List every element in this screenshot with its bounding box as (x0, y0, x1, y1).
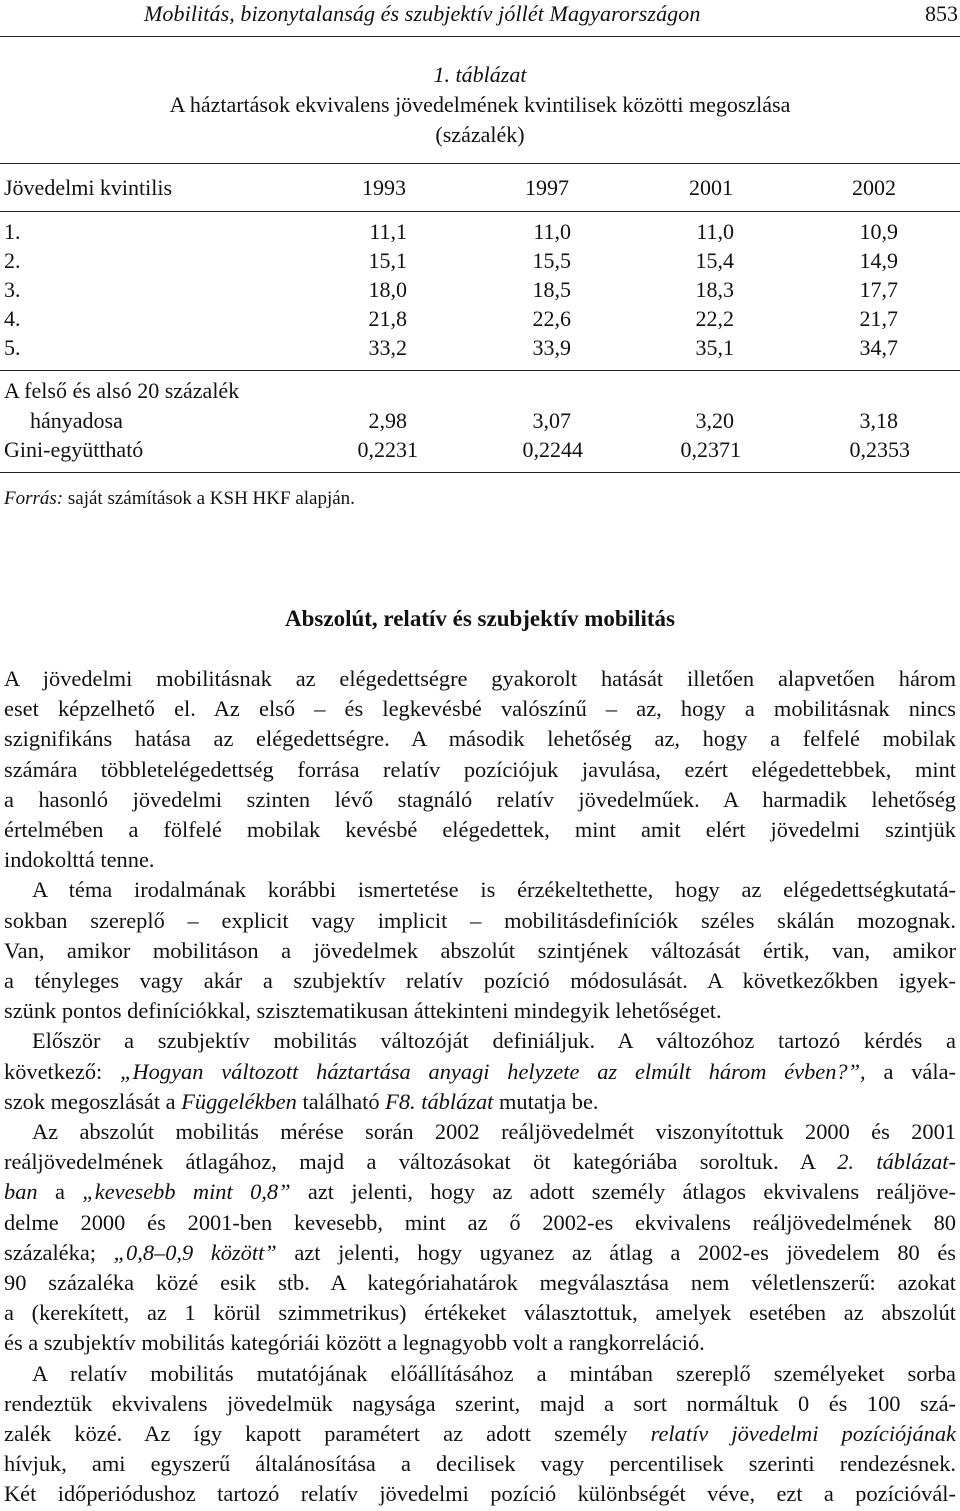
category-label: „0,8–0,9 között” (113, 1239, 277, 1265)
table-cell: 14,9 (859, 248, 898, 273)
column-header: 2002 (852, 175, 896, 200)
text-line: A téma irodalmának korábbi ismertetése is érzékeltethette, hogy az elégedettségkutatá- (32, 877, 956, 903)
table-cell: 10,9 (859, 219, 898, 244)
text-line: Először a szubjektív mobilitás változóját definiáljuk. A változóhoz tartozó kérdés a (32, 1028, 956, 1054)
text-line: a tényleges vagy akár a szubjektív relatív pozíció módosulását. A következőkben igyek- (4, 968, 956, 994)
text-line: számára többletelégedettség forrása relatív pozíciójuk javulása, ezért elégedettebbek, mint (4, 756, 956, 782)
row-label: 2. (4, 248, 21, 273)
row-label: 3. (4, 277, 21, 302)
table-cell: 35,1 (695, 335, 734, 360)
text-fragment: százaléka; (4, 1239, 96, 1265)
text-fragment: szok megoszlását a (4, 1088, 176, 1114)
text-line: 90 százaléka közé esik stb. A kategóriahatárok megválasztása nem véletlenszerű: azokat (4, 1270, 956, 1296)
text-line (4, 1419, 956, 1449)
table-cell: 34,7 (859, 335, 898, 360)
page-number: 853 (925, 1, 958, 26)
text-line: eset képzelhető el. Az első – és legkevésbé valószínű – az, hogy a mobilitásnak nincs (4, 696, 956, 722)
table-cell: 22,6 (532, 306, 571, 331)
source-label: Forrás: (4, 488, 64, 509)
body-text (4, 664, 956, 1510)
text-line: szünk pontos definíciókkal, szisztematikusan áttekinteni mindegyik lehetőséget. (4, 998, 722, 1024)
table-cell: 22,2 (695, 306, 734, 331)
table-row (0, 275, 960, 305)
column-header: 2001 (689, 175, 733, 200)
text-line: A relatív mobilitás mutatójának előállításához a mintában szereplő személyeket sorba (32, 1360, 956, 1386)
term: relatív jövedelmi pozíciójának (650, 1421, 956, 1447)
text-line: értelmében a fölfelé mobilak kevésbé elégedettek, mint amit elért jövedelmi szintjük (4, 817, 956, 843)
text-fragment: azt jelenti, hogy ugyanez az átlag a 2002-es jövedelem 80 és (294, 1239, 956, 1265)
table-cell: 11,0 (696, 219, 734, 244)
table-cell: 0,2231 (357, 437, 418, 462)
text-fragment: található (302, 1088, 380, 1114)
row-label: A felső és alsó 20 százalék (4, 378, 240, 403)
table-row (0, 376, 960, 406)
text-line: indokolttá tenne. (4, 847, 155, 873)
table-row (0, 246, 960, 276)
text-fragment: azt jelenti, hogy az adott személy átlagos ekvivalens reáljöve- (307, 1179, 956, 1205)
row-label: hányadosa (30, 408, 123, 433)
table-ref: F8. táblázat (385, 1088, 494, 1114)
table-bottom-rule (0, 472, 960, 473)
text-line: Két időperiódushoz tartozó relatív jövedelmi pozíció különbségét véve, ezt a pozícióvál- (4, 1481, 956, 1507)
table-cell: 11,0 (533, 219, 571, 244)
text-fragment: reáljövedelmének átlagához, majd a változásokat öt kategóriába soroltuk. A (4, 1149, 815, 1175)
table-row (0, 435, 960, 465)
table-cell: 0,2371 (680, 437, 741, 462)
table-ref: ban (4, 1179, 38, 1205)
text-line: rendeztük ekvivalens jövedelmük nagysága szerint, majd a sort normáltuk 0 és 100 szá- (4, 1390, 956, 1416)
table-cell: 18,3 (695, 277, 734, 302)
table-middle-rule (0, 370, 960, 371)
text-line: sokban szereplő – explicit vagy implicit – mobilitásdefiníciók széles skálán mozognak. (4, 907, 956, 933)
table-cell: 33,2 (368, 335, 407, 360)
table-row (0, 406, 960, 436)
table-cell: 0,2353 (849, 437, 910, 462)
text-fragment: a vála- (883, 1058, 956, 1084)
table-cell: 15,4 (695, 248, 734, 273)
table-top-rule (0, 163, 960, 164)
text-line (4, 1238, 956, 1268)
text-line (4, 1147, 956, 1177)
appendix-ref: Függelékben (181, 1088, 297, 1114)
text-fragment: zalék közé. Az így kapott paramétert az adott személy (4, 1421, 628, 1447)
text-line: hívjuk, ami egyszerű általánosítása a decilisek vagy percentilisek szerinti rendezésnek. (4, 1451, 956, 1477)
table-cell: 21,8 (368, 306, 407, 331)
section-heading: Abszolút, relatív és szubjektív mobilitás (285, 606, 675, 631)
table-row (0, 304, 960, 334)
row-label: 4. (4, 306, 21, 331)
category-label: „kevesebb mint 0,8” (82, 1179, 291, 1205)
running-title: Mobilitás, bizonytalanság és szubjektív jóllét Magyarországon (144, 1, 701, 26)
text-line: delme 2000 és 2001-ben kevesebb, mint az ő 2002-es ekvivalens reáljövedelmének 80 (4, 1209, 956, 1235)
table-cell: 15,1 (368, 248, 407, 273)
table-cell: 3,07 (532, 408, 571, 433)
text-fragment: a (54, 1179, 65, 1205)
text-line (4, 1057, 956, 1087)
table-header-row (0, 173, 960, 203)
source-text: saját számítások a KSH HKF alapján. (67, 488, 355, 509)
text-line: a (kerekített, az 1 körül szimmetrikus) értékeket választottuk, amelyek esetében az abszolút (4, 1300, 956, 1326)
table-cell: 15,5 (532, 248, 571, 273)
table-title: A háztartások ekvivalens jövedelmének kvintilisek közötti megoszlása (169, 92, 791, 117)
text-line (4, 1087, 956, 1117)
table-unit: (százalék) (435, 122, 525, 147)
text-fragment: következő: (4, 1058, 103, 1084)
table-cell: 33,9 (532, 335, 571, 360)
text-line: a hasonló jövedelmi szinten lévő stagnáló relatív jövedelműek. A harmadik lehetőség (4, 786, 956, 812)
table-cell: 18,0 (368, 277, 407, 302)
row-label: Gini-együttható (4, 437, 144, 462)
table-cell: 3,20 (695, 408, 734, 433)
table-row (0, 217, 960, 247)
column-header: 1997 (525, 175, 569, 200)
text-line: Van, amikor mobilitáson a jövedelmek abszolút szintjének változását értik, van, amikor (4, 937, 956, 963)
row-label: 5. (4, 335, 21, 360)
table-cell: 17,7 (859, 277, 898, 302)
running-header (0, 0, 960, 37)
survey-question: „Hogyan változott háztartása anyagi helyzete az elmúlt három évben?”, (120, 1058, 866, 1084)
text-line (4, 1177, 956, 1207)
text-line: szignifikáns hatása az elégedettségre. A második lehetőség az, hogy a felfelé mobilak (4, 726, 956, 752)
table-row (0, 333, 960, 363)
row-label: 1. (4, 219, 21, 244)
table-source (4, 485, 355, 513)
column-header: Jövedelmi kvintilis (4, 175, 173, 200)
table-cell: 2,98 (368, 408, 407, 433)
table-cell: 11,1 (369, 219, 407, 244)
table-cell: 0,2244 (522, 437, 583, 462)
text-line: A jövedelmi mobilitásnak az elégedettségre gyakorolt hatását illetően alapvetően három (4, 666, 956, 691)
column-header: 1993 (362, 175, 406, 200)
text-fragment: mutatja be. (499, 1088, 599, 1114)
table-cell: 3,18 (859, 408, 898, 433)
table-ref: 2. táblázat- (837, 1149, 956, 1175)
table-number: 1. táblázat (433, 62, 527, 87)
table-cell: 18,5 (532, 277, 571, 302)
table-cell: 21,7 (859, 306, 898, 331)
text-line: és a szubjektív mobilitás kategóriái között a legnagyobb volt a rangkorreláció. (4, 1330, 705, 1356)
table-header-rule (0, 211, 960, 212)
text-line: Az abszolút mobilitás mérése során 2002 reáljövedelmét viszonyítottuk 2000 és 2001 (32, 1119, 956, 1145)
